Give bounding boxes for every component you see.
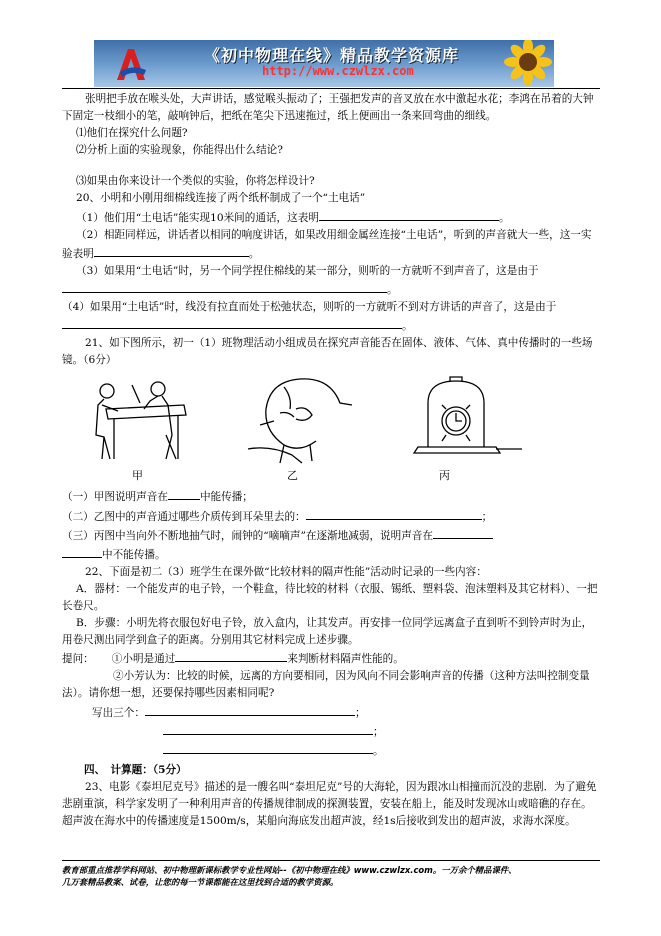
intro-question-1: ⑴他们在探究什么问题? [76,127,188,140]
document-body [62,91,600,830]
figure-label-bing: 丙 [439,469,450,483]
banner-url[interactable]: http://www.czwlzx.com [262,64,414,78]
figure-jia-students-table [92,375,190,461]
q21-answer-3: （三）丙图中当向外不断地抽气时，闹钟的“嘀嘀声”在逐渐地减弱，说明声音在 中不能传播。 [62,526,600,564]
q22-write-line-2: ； [62,722,600,741]
banner-title: 《初中物理在线》精品教学资源库 [204,46,460,65]
footer-line-2: 几万套精品教案、试卷，让您的每一节课都能在这里找到合适的教学资源。 [62,877,339,887]
q22-write-line-3: 。 [62,741,600,760]
figure-yi-ear-on-table [240,375,356,465]
q22-steps: B．步骤：小明先将衣服包好电子铃，放入盒内，让其发声。再安排一位同学远离盒子直到听不到铃声时为止，用卷尺测出同学到盒子的距离。分别用其它材料完成上述步骤。 [62,617,593,647]
intro-question-2: ⑵分析上面的实验现象，你能得出什么结论? [76,144,283,157]
footer-note [62,864,600,888]
q21-answer-1: （一）甲图说明声音在 中能传播； [62,487,600,506]
sunflower-icon [494,40,554,87]
intro-scenario: 张明把手放在喉头处，大声讲话，感觉喉头振动了；王强把发声的音叉放在水中激起水花；李鸿在吊着的大钟下固定一枝细小的笔，敲响钟后，把纸在笔尖下迅速拖过，纸上便画出一条来回弯曲的细线。 [62,93,594,123]
q20-part-4: （4）如果用“土电话”时，线没有拉直而处于松弛状态，则听的一方就听不到对方讲话的声音了，这是由于。 [62,301,557,333]
footer-rule [62,860,600,861]
figure-labels [62,467,600,487]
q22-equipment: A．器材：一个能发声的电子铃，一个鞋盒，待比较的材料（衣服、锡纸、塑料袋、泡沫塑料及其它材料）、一把长卷尺。 [62,582,598,612]
intro-question-3: ⑶如果由你来设计一个类似的实验，你将怎样设计? [76,175,315,188]
header-banner [94,40,554,87]
q22-ask-1: 提问： ①小明是通过 来判断材料隔声性能的。 [62,649,600,668]
figure-label-yi: 乙 [287,469,298,483]
q20-part-3: （3）如果用“土电话”时，另一个同学捏住棉线的某一部分，则听的一方就听不到声音了，这是由于。 [62,263,600,299]
q21-answer-2: （二）乙图中的声音通过哪些介质传到耳朵里去的： ； [62,507,600,526]
q21-stem: 21、如下图所示，初一（1）班物理活动小组成员在探究声音能否在固体、液体、气体、真中传播时的一些场镜。（6分） [62,337,593,367]
figure-label-jia: 甲 [132,469,143,483]
q21-figures [62,375,600,467]
site-logo-icon [114,46,148,82]
q20-part-2: （2）相距同样远，讲话者以相同的响度讲话，如果改用细金属丝连接“土电话”，听到的声音就大一些，这一实验表明 。 [62,228,592,260]
q22-stem: 22、下面是初二（3）班学生在课外做“比较材料的隔声性能”活动时记录的一些内容： [85,565,487,578]
section-4-heading: 四、 计算题：（5分） [84,763,187,776]
q20-stem: 20、小明和小刚用细棉线连接了两个纸杯制成了一个“土电话” [76,192,366,205]
header-rule [62,88,600,89]
q22-ask-2: ②小芳认为：比较的时候，远离的方向要相同，因为风向不同会影响声音的传播（这种方法叫控制变量法）。请你想一想，还要保持哪些因素相同呢? [62,670,590,700]
footer-line-1: 教育部重点推荐学科网站、初中物理新课标教学专业性网站--《初中物理在线》www.czwlzx.com。一万余个精品课件、 [62,865,517,875]
q23-problem: 23、电影《泰坦尼克号》描述的是一艘名叫“泰坦尼克”号的大海轮，因为跟冰山相撞而沉没的悲剧．为了避免悲剧重演，科学家发明了一种利用声音的传播规律制成的探测装置，安装在船上，能及时发现冰山或暗礁的存在。超声波在海水中的传播速度是1500m/s，某船向海底发出超声波，经1s后接收到发出的超声波，求海水深度。 [62,780,597,828]
figure-bing-bell-jar [404,375,524,461]
q20-part-1: （1）他们用“土电话”能实现10米间的通话，这表明 。 [62,208,600,227]
q22-write-line-1: 写出三个： ； [62,703,600,722]
